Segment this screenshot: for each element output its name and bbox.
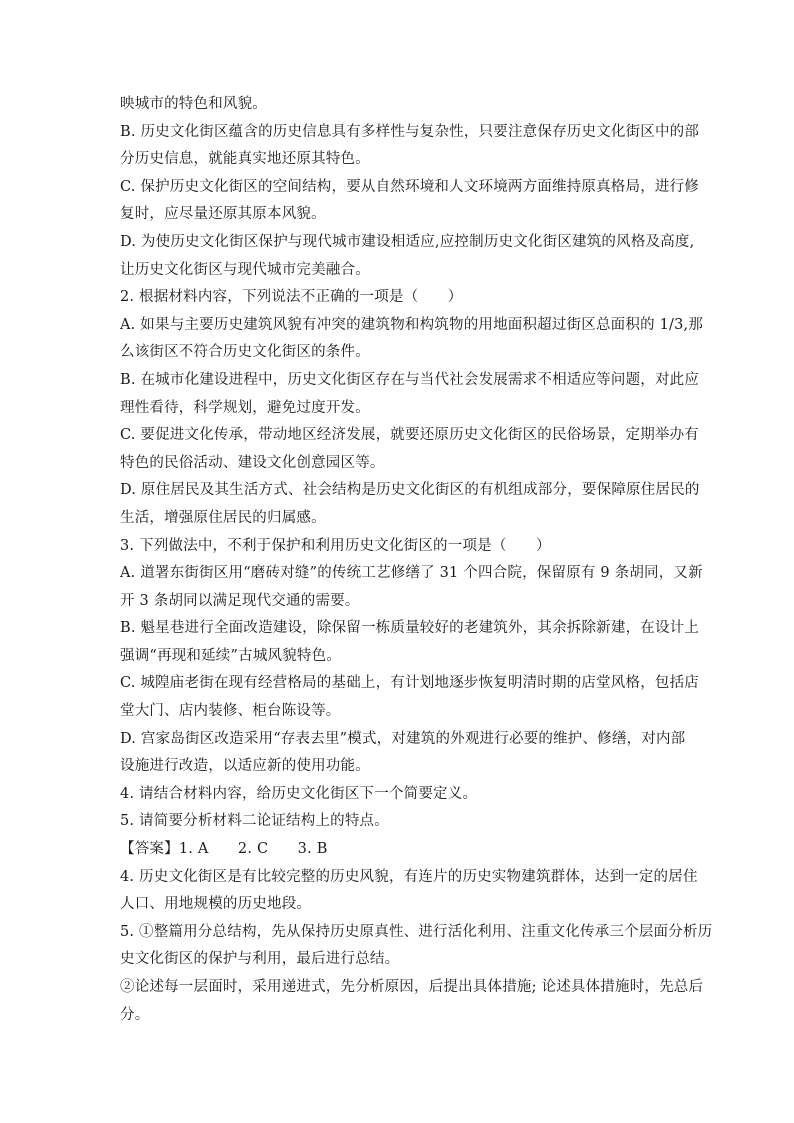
option-c-line-1: C. 保护历史文化街区的空间结构，要从自然环境和人文环境两方面维持原真格局，进行修	[120, 178, 699, 195]
q3-option-b-line-2: 强调“再现和延续”古城风貌特色。	[120, 647, 342, 664]
q2-option-c-line-1: C. 要促进文化传承，带动地区经济发展，就要还原历史文化街区的民俗场景，定期举办有	[120, 427, 699, 444]
document-page	[120, 91, 713, 1029]
question-5: 5. 请简要分析材料二论证结构上的特点。	[120, 813, 389, 830]
q2-option-d-line-1: D. 原住居民及其生活方式、社会结构是历史文化街区的有机组成部分，要保障原住居民的	[120, 482, 700, 499]
answer-4-line-2: 人口、用地规模的历史地段。	[120, 896, 312, 913]
q2-option-b-line-2: 理性看待，科学规划，避免过度开发。	[120, 399, 370, 416]
answer-5-line-1: 5. ①整篇用分总结构，先从保持历史原真性、进行活化利用、注重文化传承三个层面分析历	[120, 923, 713, 940]
option-c-line-2: 复时，应尽量还原其原本风貌。	[120, 206, 326, 223]
q3-option-d-line-1: D. 宫家岛街区改造采用“存表去里”模式，对建筑的外观进行必要的维护、修缮，对内部	[120, 730, 686, 747]
option-d-line-2: 让历史文化街区与现代城市完美融合。	[120, 261, 370, 278]
answer-5-line-3: ②论述每一层面时，采用递进式，先分析原因，后提出具体措施; 论述具体措施时，先总后	[120, 979, 704, 995]
q2-option-a-line-2: 么该街区不符合历史文化街区的条件。	[120, 344, 370, 361]
q3-option-d-line-2: 设施进行改造，以适应新的使用功能。	[120, 758, 370, 775]
q3-option-c-line-2: 堂大门、店内装修、柜台陈设等。	[120, 703, 341, 720]
answer-5-line-2: 史文化街区的保护与利用，最后进行总结。	[120, 951, 400, 968]
q3-option-c-line-1: C. 城隍庙老街在现有经营格局的基础上，有计划地逐步恢复明清时期的店堂风格，包括店	[120, 675, 699, 692]
answer-5-line-4: 分。	[120, 1006, 150, 1023]
q2-option-b-line-1: B. 在城市化建设进程中，历史文化街区存在与当代社会发展需求不相适应等问题，对此应	[120, 371, 700, 388]
q3-option-a-line-1: A. 道署东街街区用“磨砖对缝”的传统工艺修缮了 31 个四合院，保留原有 9 条胡同，又新	[120, 565, 703, 582]
answer-line	[120, 836, 676, 864]
option-b-line-2: 分历史信息，就能真实地还原其特色。	[120, 151, 370, 168]
text-line-1: 映城市的特色和风貌。	[120, 96, 267, 112]
q2-option-a-line-1: A. 如果与主要历史建筑风貌有冲突的建筑物和构筑物的用地面积超过街区总面积的 1/3,那	[120, 316, 704, 333]
question-3: 3. 下列做法中，不利于保护和利用历史文化街区的一项是（ ）	[120, 537, 551, 554]
q3-option-a-line-2: 开 3 条胡同以满足现代交通的需要。	[120, 592, 360, 609]
option-b-line-1: B. 历史文化街区蕴含的历史信息具有多样性与复杂性，只要注意保存历史文化街区中的部	[120, 123, 700, 140]
q2-option-d-line-2: 生活，增强原住居民的归属感。	[120, 509, 326, 526]
answer-4-line-1: 4. 历史文化街区是有比较完整的历史风貌，有连片的历史实物建筑群体，达到一定的居住	[120, 868, 698, 885]
question-2: 2. 根据材料内容，下列说法不正确的一项是（ ）	[120, 289, 463, 306]
question-4: 4. 请结合材料内容，给历史文化街区下一个简要定义。	[120, 785, 478, 802]
answer-choices: 1. A 2. C 3. B	[178, 841, 328, 858]
option-d-line-1: D. 为使历史文化街区保护与现代城市建设相适应,应控制历史文化街区建筑的风格及高度,	[120, 233, 695, 250]
q3-option-b-line-1: B. 魁星巷进行全面改造建设，除保留一栋质量较好的老建筑外，其余拆除新建，在设计上	[120, 620, 700, 637]
answer-label: 【答案】	[120, 841, 179, 858]
q2-option-c-line-2: 特色的民俗活动、建设文化创意园区等。	[120, 454, 385, 471]
